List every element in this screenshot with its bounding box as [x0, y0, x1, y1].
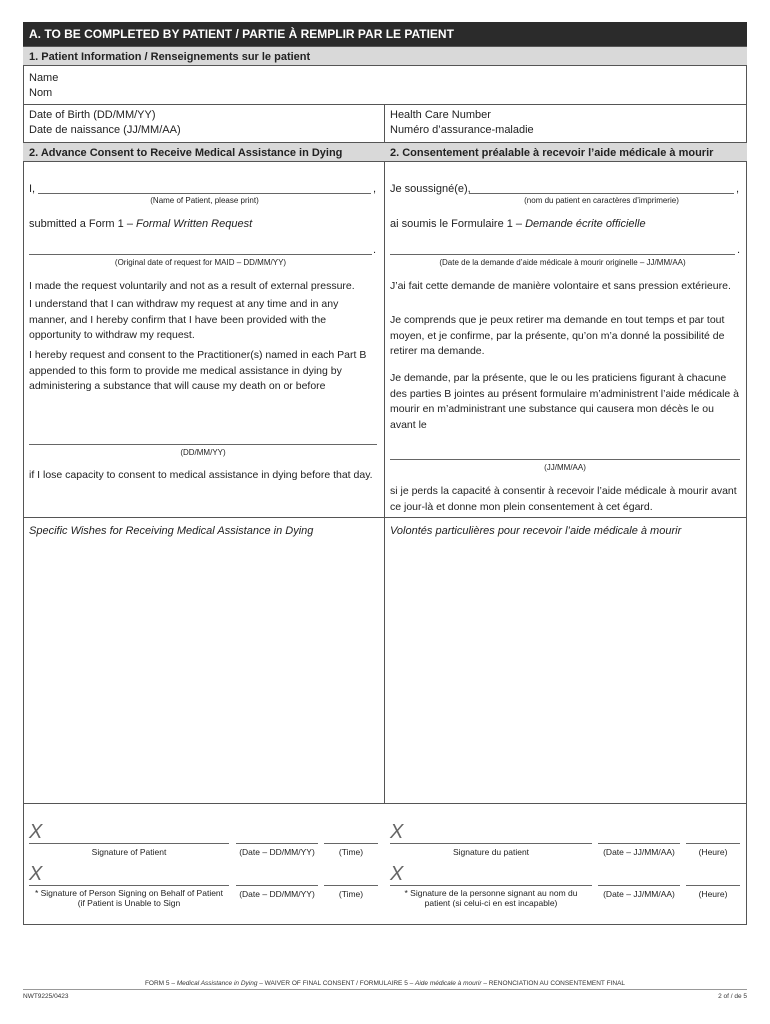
je-label: Je soussigné(e),	[390, 183, 471, 195]
para4-en: if I lose capacity to consent to medical assistance in dying before that day.	[29, 469, 373, 481]
consent-header-en: 2. Advance Consent to Receive Medical Assistance in Dying	[23, 142, 385, 162]
patient-info-header: 1. Patient Information / Renseignements sur le patient	[23, 46, 747, 66]
date-field-en[interactable]	[236, 843, 318, 844]
date-label-fr: (Date – JJ/MM/AA)	[603, 847, 675, 857]
para1-fr: J’ai fait cette demande de manière volontaire et sans pression extérieure.	[390, 280, 731, 292]
divider	[23, 104, 747, 105]
sign-x-mark: X	[390, 821, 404, 843]
date-field-fr[interactable]	[598, 885, 680, 886]
para3-en: I hereby request and consent to the Practitioner(s) named in each Part B appended to this form to provide me medical assistance in dying by administering a substance that will cause my death on or before	[29, 349, 367, 392]
footer-part: Medical Assistance in Dying	[176, 980, 258, 987]
sig-patient-label-fr: Signature du patient	[452, 847, 530, 857]
deadline-date-field-en[interactable]	[29, 444, 377, 445]
para2-en: I understand that I can withdraw my request at any time and in any manner, and I hereby confirm that I have been provided with the opportunity to withdraw my request.	[29, 298, 339, 341]
deadline-date-field-fr[interactable]	[390, 459, 740, 460]
wishes-label-fr: Volontés particulières pour recevoir l’aide médicale à mourir	[390, 525, 682, 537]
submitted-italic-fr: Demande écrite officielle	[525, 218, 646, 230]
hcn-label-en: Health Care Number	[390, 109, 491, 121]
time-label-en: (Time)	[338, 847, 364, 857]
time-label-en: (Time)	[338, 889, 364, 899]
name-hint-en: (Name of Patient, please print)	[150, 196, 259, 205]
sig-patient-label-en: Signature of Patient	[91, 847, 167, 857]
submitted-text-fr	[390, 217, 646, 232]
patient-signature-field-en[interactable]	[29, 843, 229, 844]
footer-part: – WAIVER OF FINAL CONSENT / FORMULAIRE 5 –	[257, 980, 416, 987]
sign-x-mark: X	[29, 863, 43, 885]
original-date-field-en[interactable]	[29, 254, 372, 255]
submitted-text-en	[29, 217, 252, 232]
wishes-label-en: Specific Wishes for Receiving Medical Assistance in Dying	[29, 525, 314, 537]
original-date-field-fr[interactable]	[390, 254, 735, 255]
section-a-title: A. TO BE COMPLETED BY PATIENT / PARTIE À REMPLIR PAR LE PATIENT	[23, 22, 747, 46]
para1-en: I made the request voluntarily and not as a result of external pressure.	[29, 280, 355, 292]
hcn-label-fr: Numéro d’assurance-maladie	[390, 124, 534, 136]
wishes-input-en[interactable]	[25, 545, 382, 800]
footer-part: FORM 5 –	[144, 980, 177, 987]
period-fr: .	[737, 244, 741, 256]
footer-part: Aide médicale à mourir	[415, 980, 482, 987]
name-hint-fr: (nom du patient en caractères d’imprimerie)	[524, 196, 679, 205]
para4-fr: si je perds la capacité à consentir à recevoir l’aide médicale à mourir avant ce jour-là et donne mon plein consentement à cet égard.	[390, 485, 737, 513]
behalf-signature-field-fr[interactable]	[390, 885, 592, 886]
time-field-fr[interactable]	[686, 843, 740, 844]
date-hint-en: (Original date of request for MAID – DD/MM/YY)	[114, 258, 287, 267]
footer-part: – RENONCIATION AU CONSENTEMENT FINAL	[481, 980, 626, 987]
dob-label-en: Date of Birth (DD/MM/YY)	[29, 109, 156, 121]
divider	[23, 517, 747, 518]
patient-signature-field-fr[interactable]	[390, 843, 592, 844]
column-divider	[384, 104, 385, 804]
name-label-fr: Nom	[29, 87, 53, 99]
comma-en: ,	[373, 183, 377, 195]
period-en: .	[373, 244, 377, 256]
patient-name-field-en[interactable]	[38, 193, 371, 194]
footer-divider	[23, 989, 747, 990]
para3-fr: Je demande, par la présente, que le ou les praticiens figurant à chacune des parties B jointes au présent formulaire m’administrent l’aide médicale à mourir en m’administrant une substance qui causera mon décès le ou avant le	[390, 372, 740, 431]
time-field-en[interactable]	[324, 885, 378, 886]
dob-label-fr: Date de naissance (JJ/MM/AA)	[29, 124, 181, 136]
time-label-fr: (Heure)	[698, 889, 728, 899]
i-label: I,	[29, 183, 36, 195]
patient-name-field-fr[interactable]	[469, 193, 734, 194]
time-field-fr[interactable]	[686, 885, 740, 886]
footer-form-title	[23, 980, 747, 988]
date-label-en: (Date – DD/MM/YY)	[239, 847, 315, 857]
submitted-italic-en: Formal Written Request	[136, 218, 253, 230]
submitted-prefix-fr: ai soumis le Formulaire 1 –	[390, 218, 526, 230]
consent-header-fr: 2. Consentement préalable à recevoir l’aide médicale à mourir	[384, 142, 747, 162]
jjmmaa-hint: (JJ/MM/AA)	[544, 463, 586, 472]
sig-behalf-label-en: * Signature of Person Signing on Behalf of Patient (if Patient is Unable to Sign	[34, 888, 224, 908]
time-label-fr: (Heure)	[698, 847, 728, 857]
ddmmyy-hint: (DD/MM/YY)	[180, 448, 226, 457]
submitted-prefix-en: submitted a Form 1 –	[29, 218, 136, 230]
date-field-en[interactable]	[236, 885, 318, 886]
para2-fr: Je comprends que je peux retirer ma demande en tout temps et par tout moyen, et je confirme, par la présente, qu’on m’a donné la possibilité de retirer ma demande.	[390, 314, 725, 357]
date-field-fr[interactable]	[598, 843, 680, 844]
sign-x-mark: X	[29, 821, 43, 843]
sig-behalf-label-fr: * Signature de la personne signant au nom du patient (si celui-ci en est incapable)	[404, 888, 578, 908]
wishes-input-fr[interactable]	[387, 545, 744, 800]
divider	[23, 803, 747, 804]
behalf-signature-field-en[interactable]	[29, 885, 229, 886]
name-label-en: Name	[29, 72, 59, 84]
sign-x-mark: X	[390, 863, 404, 885]
date-label-en: (Date – DD/MM/YY)	[239, 889, 315, 899]
date-hint-fr: (Date de la demande d’aide médicale à mourir originelle – JJ/MM/AA)	[439, 258, 686, 267]
page-number: 2 of / de 5	[718, 993, 747, 1000]
time-field-en[interactable]	[324, 843, 378, 844]
date-label-fr: (Date – JJ/MM/AA)	[603, 889, 675, 899]
comma-fr: ,	[736, 183, 740, 195]
form-code: NWT9225/0423	[23, 993, 69, 1000]
